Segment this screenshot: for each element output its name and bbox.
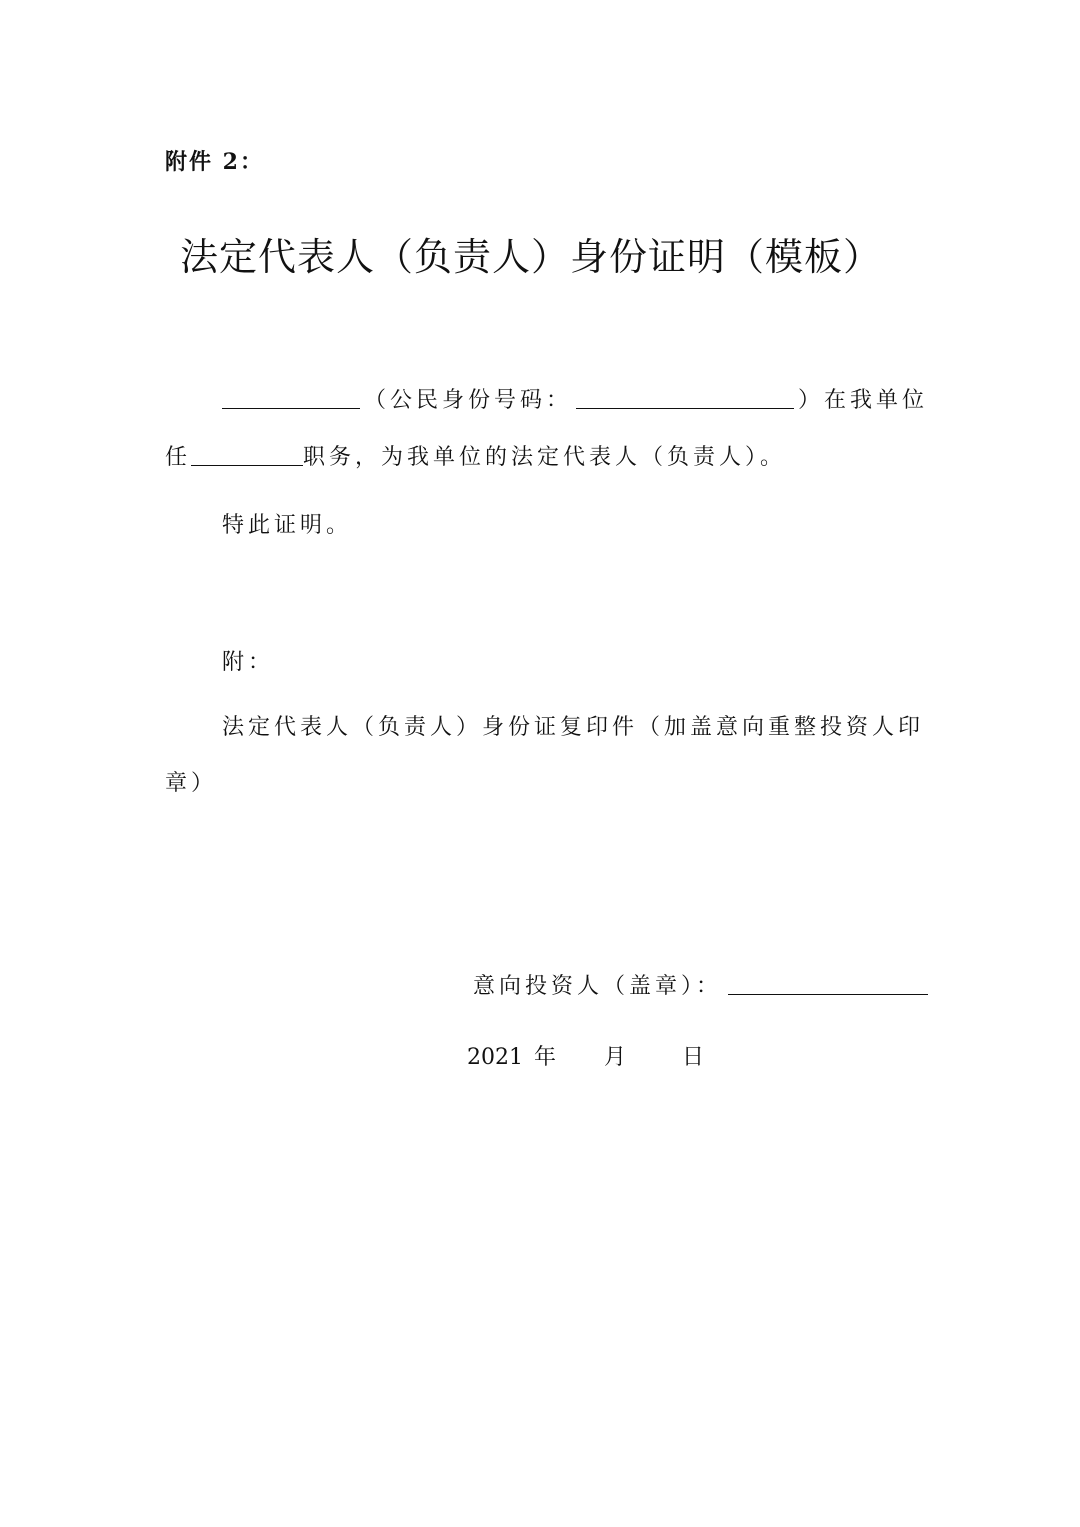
paragraph-line-1 <box>222 383 928 414</box>
position-prefix: 任 <box>165 445 192 470</box>
attachment-label: 附件 2： <box>165 149 264 175</box>
signature-line <box>473 969 932 1000</box>
attachment-item: 法定代表人（负责人）身份证复印件（加盖意向重整投资人印 <box>222 715 925 740</box>
signature-blank-field[interactable] <box>728 993 928 995</box>
date-line <box>467 1040 708 1071</box>
paragraph-text: ）在我单位 <box>798 388 929 413</box>
date-year-unit: 年 <box>534 1045 561 1070</box>
attachment-heading: 附： <box>222 650 275 675</box>
attachment-item-continued: 章） <box>165 771 218 796</box>
date-year: 2021 <box>467 1045 523 1070</box>
position-blank-field[interactable] <box>191 464 303 466</box>
id-number-blank-field[interactable] <box>576 407 794 409</box>
paragraph-line-2 <box>165 440 786 471</box>
page-title: 法定代表人（负责人）身份证明（模板） <box>180 235 883 279</box>
certify-text: 特此证明。 <box>222 513 353 538</box>
name-blank-field[interactable] <box>222 407 360 409</box>
date-day-unit: 日 <box>682 1045 709 1070</box>
date-month-unit: 月 <box>604 1045 631 1070</box>
id-number-label: （公民身份号码： <box>364 388 573 413</box>
signature-label: 意向投资人（盖章）： <box>473 974 723 999</box>
paragraph-text: 职务，为我单位的法定代表人（负责人）。 <box>303 445 787 470</box>
